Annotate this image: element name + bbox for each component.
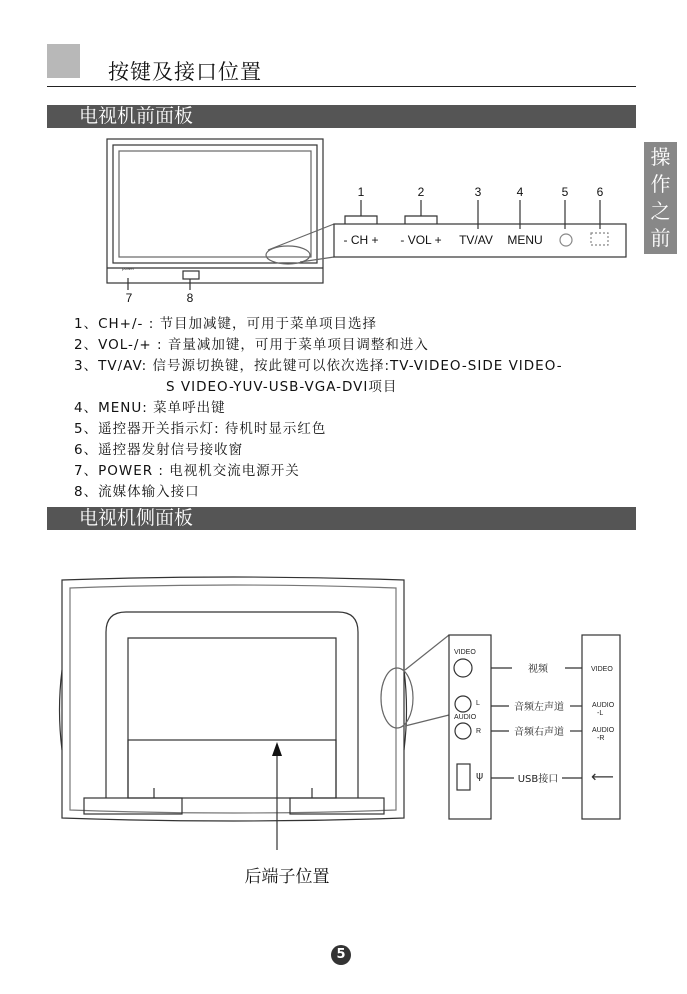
- list-item: 4、MENU: 菜单呼出键: [74, 400, 226, 416]
- page-number: 5: [331, 945, 351, 965]
- usb-slot: [183, 271, 199, 279]
- arrow-head-icon: [272, 742, 282, 756]
- side-tab-char: 操: [650, 145, 671, 169]
- port-label: AUDIO: [454, 714, 477, 721]
- callout-label: 视频: [528, 664, 548, 675]
- tvav-label: TV/AV: [459, 233, 493, 247]
- side-panel-diagram: [0, 560, 687, 900]
- list-item: 6、遥控器发射信号接收窗: [74, 442, 244, 458]
- front-panel-diagram: [0, 0, 687, 310]
- callout-number: 7: [125, 291, 133, 305]
- side-tab-char: 之: [650, 199, 671, 223]
- callout-number: 8: [186, 291, 194, 305]
- page-title: 按键及接口位置: [108, 60, 262, 84]
- callout-number: 2: [417, 185, 425, 199]
- callout-label: USB接口: [517, 774, 559, 785]
- port-label: L: [476, 700, 480, 707]
- callout-label: 音频左声道: [514, 702, 564, 713]
- video-jack: [454, 659, 472, 677]
- right-label: AUDIO: [592, 727, 615, 734]
- vol-label: - VOL +: [400, 233, 442, 247]
- tv-screen-inner: [119, 151, 311, 257]
- usb-symbol-icon: ψ: [476, 769, 484, 782]
- side-tab-char: 作: [650, 172, 671, 196]
- section-front-panel-bar: 电视机前面板: [47, 105, 636, 128]
- list-item: 2、VOL-/+ : 音量减加键，可用于菜单项目调整和进入: [74, 337, 429, 353]
- section-side-panel-bar: 电视机侧面板: [47, 507, 636, 530]
- list-item-continuation: S VIDEO-YUV-USB-VGA-DVI项目: [166, 379, 398, 395]
- right-label: -R: [597, 735, 605, 742]
- list-item: 5、遥控器开关指示灯: 待机时显示红色: [74, 421, 327, 437]
- rear-terminal-caption: 后端子位置: [244, 867, 330, 887]
- tv-screen-outer: [113, 145, 317, 263]
- tv-outline: [107, 139, 323, 283]
- list-item: 7、POWER : 电视机交流电源开关: [74, 463, 300, 479]
- callout-number: 1: [357, 185, 365, 199]
- audio-l-jack: [455, 696, 471, 712]
- list-item: 1、CH+/- : 节目加减键，可用于菜单项目选择: [74, 316, 378, 332]
- svg-text:power: power: [122, 266, 135, 271]
- rear-terminal-area: [128, 740, 336, 798]
- menu-label: MENU: [507, 233, 543, 247]
- usb-port: [457, 764, 470, 790]
- callout-number: 3: [474, 185, 482, 199]
- right-label: -L: [597, 710, 604, 717]
- tv-back-outline: [62, 577, 404, 821]
- list-item: 8、流媒体输入接口: [74, 484, 200, 500]
- right-label: AUDIO: [592, 702, 615, 709]
- right-label: VIDEO: [591, 666, 613, 673]
- list-item: 3、TV/AV: 信号源切换键，按此键可以依次选择:TV-VIDEO-SIDE VIDEO-: [74, 358, 563, 374]
- callout-number: 4: [516, 185, 524, 199]
- callout-number: 5: [561, 185, 569, 199]
- usb-symbol-icon: ⟵: [591, 767, 614, 786]
- callout-label: 音频右声道: [514, 727, 564, 738]
- ch-label: - CH +: [343, 233, 379, 247]
- side-tab-char: 前: [650, 226, 671, 250]
- callout-number: 6: [596, 185, 604, 199]
- port-label: VIDEO: [454, 649, 476, 656]
- port-label: R: [476, 728, 482, 735]
- audio-r-jack: [455, 723, 471, 739]
